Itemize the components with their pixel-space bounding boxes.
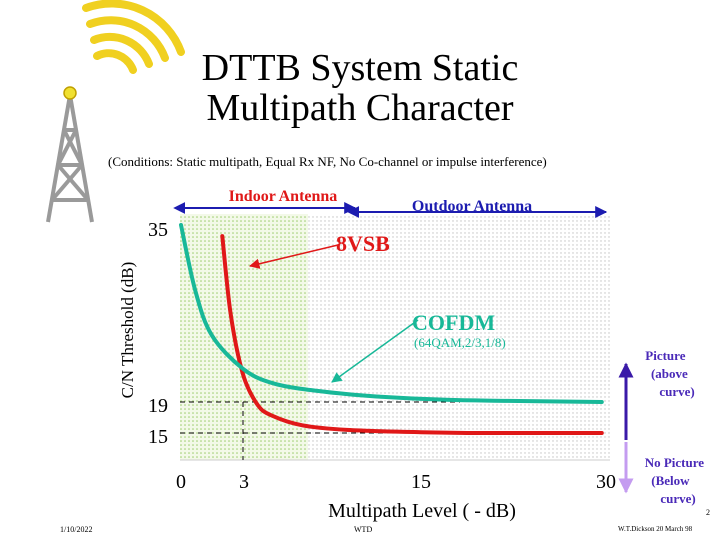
y-tick-35: 35 — [148, 219, 168, 241]
series-label-cofdm: COFDM — [412, 310, 496, 335]
picture-annotation — [645, 348, 694, 399]
x-tick-0: 0 — [176, 471, 186, 493]
footer-page: 2 — [706, 508, 710, 517]
region-label-outdoor: Outdoor Antenna — [411, 198, 533, 215]
region-label-indoor: Indoor Antenna — [228, 188, 338, 205]
no-picture-annotation — [645, 455, 708, 506]
picture-line-2: (above — [650, 366, 688, 381]
footer-date: 1/10/2022 — [60, 525, 93, 534]
series-label-vsb: 8VSB — [336, 231, 390, 256]
footer-center: WTD — [354, 525, 373, 534]
series-sublabel-cofdm: (64QAM,2/3,1/8) — [414, 335, 506, 350]
footer-credit: W.T.Dickson 20 March 98 — [618, 525, 693, 533]
picture-line-3: curve) — [659, 384, 695, 399]
no-picture-line-2: (Below — [651, 473, 690, 488]
picture-line-1: Picture — [645, 348, 686, 363]
y-tick-19: 19 — [148, 395, 168, 417]
conditions-text: (Conditions: Static multipath, Equal Rx NF, No Co-channel or impulse interference) — [108, 154, 547, 169]
title-line-1: DTTB System Static — [201, 47, 519, 89]
y-axis-label: C/N Threshold (dB) — [118, 261, 137, 399]
x-tick-30: 30 — [596, 471, 616, 493]
x-tick-3: 3 — [239, 471, 249, 493]
x-axis-label: Multipath Level ( - dB) — [328, 500, 516, 522]
title-line-2: Multipath Character — [206, 87, 514, 129]
no-picture-line-3: curve) — [660, 491, 696, 506]
x-tick-15: 15 — [411, 471, 431, 493]
no-picture-line-1: No Picture — [644, 455, 705, 470]
y-tick-15: 15 — [148, 426, 168, 448]
